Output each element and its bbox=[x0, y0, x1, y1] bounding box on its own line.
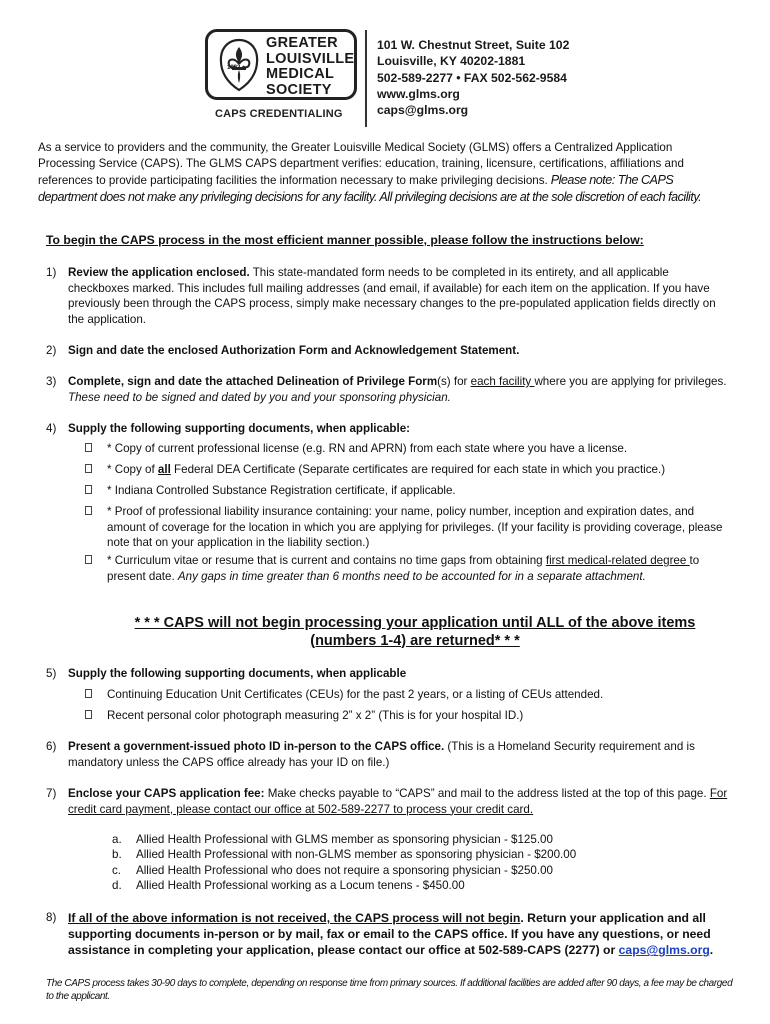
checklist-text: * Indiana Controlled Substance Registration certificate, if applicable. bbox=[107, 484, 456, 497]
checkbox-icon[interactable] bbox=[85, 485, 92, 494]
fee-letter: a. bbox=[112, 833, 122, 846]
checklist-item bbox=[85, 462, 725, 478]
credit-card-note: For credit card payment, please contact our office at 502-589-2277 to process your credit card. bbox=[68, 787, 728, 816]
logo-name bbox=[266, 36, 354, 98]
fee-letter: c. bbox=[112, 863, 122, 877]
checkbox-icon[interactable] bbox=[85, 443, 92, 452]
item-number: 2) bbox=[46, 344, 57, 357]
glms-logo bbox=[205, 29, 357, 100]
item-number: 7) bbox=[46, 787, 57, 800]
address-city: Louisville, KY 40202-1881 bbox=[377, 54, 526, 69]
address-website[interactable]: www.glms.org bbox=[377, 86, 460, 101]
checklist-emphasis: all bbox=[157, 463, 171, 476]
fee-item bbox=[112, 847, 576, 862]
item-underline: each facility bbox=[470, 375, 535, 388]
checklist-item bbox=[85, 708, 725, 724]
checklist-text: Federal DEA Certificate (Separate certificates are required for each state in which you practice.) bbox=[170, 463, 666, 476]
header-divider bbox=[365, 30, 367, 127]
instruction-item-6 bbox=[46, 739, 731, 770]
checkbox-icon[interactable] bbox=[85, 689, 92, 698]
instruction-item-4 bbox=[46, 421, 731, 437]
item-italic-note: These need to be signed and dated by you and your sponsoring physician. bbox=[68, 390, 451, 404]
item-text-end: . bbox=[709, 943, 714, 958]
contact-address bbox=[377, 37, 569, 118]
item-number: 6) bbox=[46, 740, 57, 753]
item-number: 4) bbox=[46, 422, 57, 435]
checklist-item bbox=[85, 483, 725, 499]
logo-line: GREATER bbox=[266, 35, 338, 51]
processing-warning: * * * CAPS will not begin processing your application until ALL of the above items (numbers 1-4) are returned* * * bbox=[134, 615, 696, 649]
item-number: 8) bbox=[46, 911, 57, 924]
fee-item bbox=[112, 832, 576, 847]
fee-text: Allied Health Professional with non-GLMS member as sponsoring physician - $200.00 bbox=[136, 848, 577, 862]
footer-note: The CAPS process takes 30-90 days to complete, depending on response time from primary sources. If additional facilities are added after 90 days, a fee may be charged to the applicant. bbox=[46, 978, 733, 1002]
fee-text: Allied Health Professional with GLMS member as sponsoring physician - $125.00 bbox=[136, 833, 553, 846]
item-title: Review the application enclosed. bbox=[68, 266, 250, 279]
fee-item bbox=[112, 863, 576, 878]
item-text: . Return your application and all supporting documents in-person or by mail, fax or email to the CAPS office. If you have any questions, or need assistance in completing your application, please contact our office at 502-589-CAPS (2277) or bbox=[68, 911, 711, 958]
logo-line: MEDICAL bbox=[266, 66, 335, 82]
fee-letter: b. bbox=[112, 848, 122, 862]
fee-letter: d. bbox=[112, 878, 122, 892]
instruction-item-3 bbox=[46, 374, 731, 405]
checklist-text: * Curriculum vitae or resume that is current and contains no time gaps from obtaining bbox=[107, 554, 546, 567]
checkbox-icon[interactable] bbox=[85, 506, 92, 515]
intro-paragraph bbox=[38, 140, 728, 206]
checklist-text: to present date. bbox=[107, 554, 700, 583]
item-title: Supply the following supporting documents, when applicable: bbox=[68, 422, 411, 435]
logo-line: LOUISVILLE bbox=[266, 50, 355, 67]
checklist-text: * Copy of current professional license (e.g. RN and APRN) from each state where you have a license. bbox=[107, 442, 628, 455]
item-number: 5) bbox=[46, 667, 57, 680]
item-title: Present a government-issued photo ID in-person to the CAPS office. bbox=[68, 740, 445, 753]
item-text: (s) for bbox=[437, 375, 471, 388]
logo-subtitle: CAPS CREDENTIALING bbox=[215, 108, 343, 120]
item-title: Complete, sign and date the attached Delineation of Privilege Form bbox=[68, 375, 438, 388]
address-email[interactable]: caps@glms.org bbox=[377, 103, 469, 118]
instruction-item-8 bbox=[46, 910, 731, 959]
item-text: where you are applying for privileges. bbox=[534, 375, 727, 388]
item-number: 1) bbox=[46, 266, 57, 279]
email-link[interactable]: caps@glms.org bbox=[618, 943, 710, 958]
checklist-item bbox=[85, 441, 725, 457]
instruction-item-1 bbox=[46, 265, 731, 328]
checklist-text: * Proof of professional liability insurance containing: your name, policy number, inception and expiration dates, and amount of coverage for the location in which you are applying for privileges. (If your facility is providing coverage, please note that on your application in the liability section.) bbox=[107, 505, 723, 550]
fee-item bbox=[112, 878, 576, 893]
address-phone: 502-589-2277 • FAX 502-562-9584 bbox=[377, 70, 567, 85]
item-title: Supply the following supporting documents, when applicable bbox=[68, 667, 407, 680]
item-title: If all of the above information is not received, the CAPS process will not begin bbox=[68, 911, 521, 925]
checkbox-icon[interactable] bbox=[85, 464, 92, 473]
checklist-item bbox=[85, 687, 725, 703]
fee-list bbox=[112, 832, 576, 893]
checkbox-icon[interactable] bbox=[85, 710, 92, 719]
checklist-italic: Any gaps in time greater than 6 months need to be accounted for in a separate attachment. bbox=[177, 569, 646, 583]
intro-text: As a service to providers and the community, the Greater Louisville Medical Society (GLMS) offers a Centralized Application Processing Service (CAPS). The GLMS CAPS department verifies: education, training, licensure, certifications, affiliations and references to provide participating facilities the information necessary to make privileging decisions. bbox=[38, 141, 684, 187]
item-text: This state-mandated form needs to be completed in its entirety, and all applicable checkboxes marked. This includes full mailing addresses (and email, if available) for each item on the application. If you have previously been through the CAPS process, simply make necessary changes to the pre-populated application fields directly on the application. bbox=[68, 266, 716, 327]
item-title: Sign and date the enclosed Authorization Form and Acknowledgement Statement. bbox=[68, 344, 520, 357]
instruction-item-5 bbox=[46, 666, 731, 682]
checklist-item bbox=[85, 504, 725, 551]
intro-note: Please note: The CAPS department does not make any privileging decisions for any facility. All privileging decisions are at the sole discretion of each facility. bbox=[38, 173, 702, 204]
instruction-item-2 bbox=[46, 343, 731, 359]
checklist-text: * Copy of bbox=[107, 463, 158, 476]
instruction-item-7 bbox=[46, 786, 731, 817]
instructions-heading: To begin the CAPS process in the most efficient manner possible, please follow the instructions below: bbox=[46, 233, 644, 247]
item-number: 3) bbox=[46, 375, 57, 388]
fee-text: Allied Health Professional who does not require a sponsoring physician - $250.00 bbox=[136, 863, 553, 877]
checklist-text: Continuing Education Unit Certificates (CEUs) for the past 2 years, or a listing of CEUs attended. bbox=[107, 688, 604, 701]
item-title: Enclose your CAPS application fee: bbox=[68, 787, 265, 800]
address-street: 101 W. Chestnut Street, Suite 102 bbox=[377, 38, 570, 52]
seal-year: 1892 bbox=[227, 65, 241, 71]
checklist-underline: first medical-related degree bbox=[545, 554, 690, 567]
item-text: Make checks payable to “CAPS” and mail to the address listed at the top of this page. bbox=[264, 787, 710, 800]
checkbox-icon[interactable] bbox=[85, 555, 92, 564]
fee-text: Allied Health Professional working as a Locum tenens - $450.00 bbox=[136, 878, 465, 892]
checklist-text: Recent personal color photograph measuring 2” x 2” (This is for your hospital ID.) bbox=[107, 709, 524, 722]
fleur-de-lis-seal-icon bbox=[216, 37, 262, 93]
checklist-item bbox=[85, 553, 725, 584]
item-text: (This is a Homeland Security requirement and is mandatory unless the CAPS office already has your ID on file.) bbox=[68, 740, 695, 769]
logo-line: SOCIETY bbox=[266, 81, 332, 98]
